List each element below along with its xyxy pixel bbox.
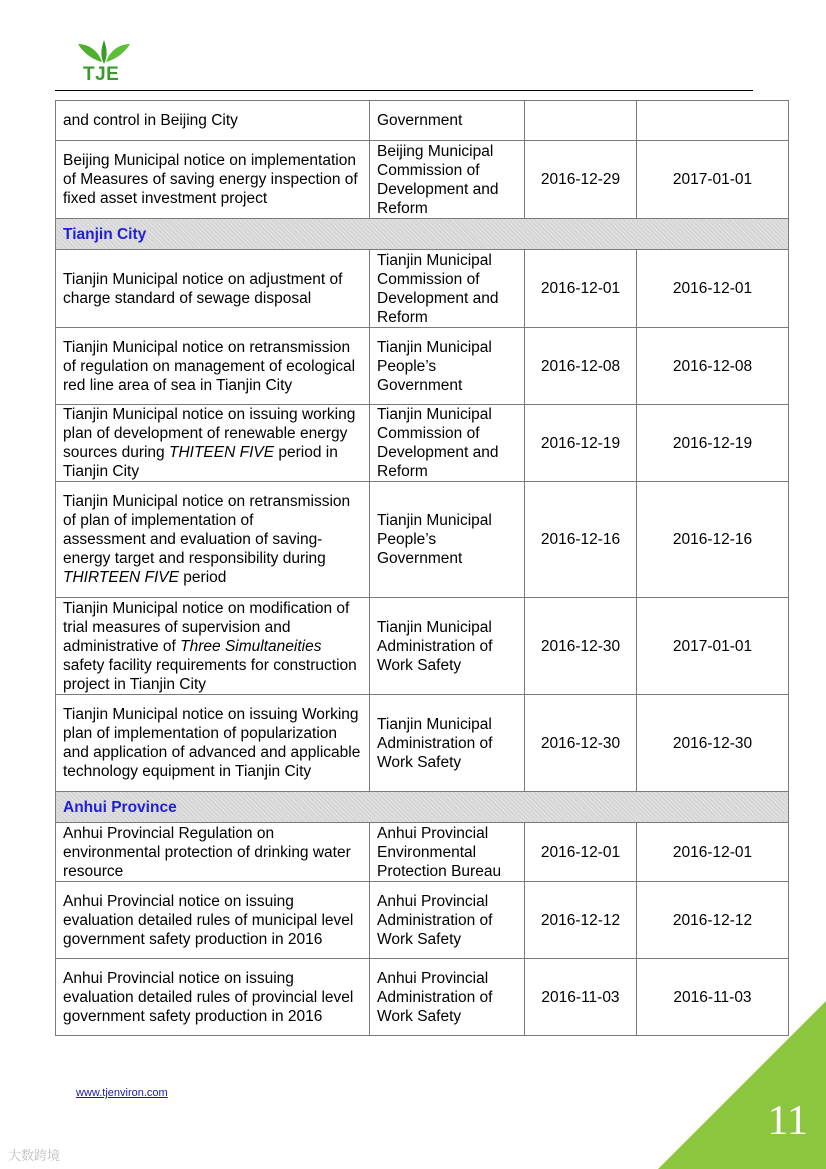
effective-date: 2016-12-01	[637, 823, 789, 882]
header-divider	[55, 90, 753, 91]
publish-date: 2016-12-01	[525, 823, 637, 882]
regulation-title: Anhui Provincial Regulation on environmental protection of drinking water resource	[56, 823, 370, 882]
watermark-text: 大数跨境	[8, 1148, 61, 1163]
table-row	[56, 695, 789, 792]
table-row	[56, 101, 789, 141]
regulation-title: Tianjin Municipal notice on issuing working plan of development of renewable energy sources during THITEEN FIVE period in Tianjin City	[56, 405, 370, 482]
publish-date: 2016-11-03	[525, 959, 637, 1036]
publish-date	[525, 101, 637, 141]
regulation-title: Tianjin Municipal notice on retransmission of plan of implementation of assessment and evaluation of saving-energy target and responsibility during THIRTEEN FIVE period	[56, 482, 370, 598]
effective-date: 2016-12-16	[637, 482, 789, 598]
logo-text: TJE	[83, 64, 120, 85]
publish-date: 2016-12-08	[525, 328, 637, 405]
publish-date: 2016-12-30	[525, 695, 637, 792]
publish-date: 2016-12-29	[525, 141, 637, 219]
regulation-title: Anhui Provincial notice on issuing evaluation detailed rules of provincial level government safety production in 2016	[56, 959, 370, 1036]
effective-date: 2016-12-01	[637, 250, 789, 328]
table-row	[56, 250, 789, 328]
table-row	[56, 882, 789, 959]
issuing-authority: Tianjin Municipal Administration of Work Safety	[370, 598, 525, 695]
effective-date: 2016-12-30	[637, 695, 789, 792]
section-header-row	[56, 792, 789, 823]
issuing-authority: Tianjin Municipal Commission of Development and Reform	[370, 250, 525, 328]
effective-date: 2017-01-01	[637, 141, 789, 219]
table-row	[56, 823, 789, 882]
page-number: 11	[767, 1098, 808, 1144]
regulation-title: Tianjin Municipal notice on modification of trial measures of supervision and administrative of Three Simultaneities safety facility requirements for construction project in Tianjin City	[56, 598, 370, 695]
table-row	[56, 598, 789, 695]
regulation-title: Anhui Provincial notice on issuing evaluation detailed rules of municipal level government safety production in 2016	[56, 882, 370, 959]
table-row	[56, 141, 789, 219]
issuing-authority: Tianjin Municipal Administration of Work Safety	[370, 695, 525, 792]
publish-date: 2016-12-19	[525, 405, 637, 482]
regulation-title: Tianjin Municipal notice on retransmission of regulation on management of ecological red line area of sea in Tianjin City	[56, 328, 370, 405]
section-label: Anhui Province	[56, 792, 789, 823]
effective-date: 2016-12-12	[637, 882, 789, 959]
issuing-authority: Tianjin Municipal Commission of Development and Reform	[370, 405, 525, 482]
effective-date: 2016-12-19	[637, 405, 789, 482]
issuing-authority: Beijing Municipal Commission of Development and Reform	[370, 141, 525, 219]
regulation-title: and control in Beijing City	[56, 101, 370, 141]
publish-date: 2016-12-01	[525, 250, 637, 328]
effective-date: 2017-01-01	[637, 598, 789, 695]
publish-date: 2016-12-12	[525, 882, 637, 959]
issuing-authority: Anhui Provincial Administration of Work Safety	[370, 959, 525, 1036]
issuing-authority: Tianjin Municipal People’s Government	[370, 328, 525, 405]
table-row	[56, 482, 789, 598]
regulations-table	[55, 100, 789, 1036]
issuing-authority: Anhui Provincial Administration of Work Safety	[370, 882, 525, 959]
effective-date: 2016-11-03	[637, 959, 789, 1036]
section-header-row	[56, 219, 789, 250]
publish-date: 2016-12-16	[525, 482, 637, 598]
table-row	[56, 405, 789, 482]
table-row	[56, 328, 789, 405]
publish-date: 2016-12-30	[525, 598, 637, 695]
website-link[interactable]: www.tjenviron.com	[76, 1087, 168, 1099]
issuing-authority: Tianjin Municipal People’s Government	[370, 482, 525, 598]
issuing-authority: Anhui Provincial Environmental Protection Bureau	[370, 823, 525, 882]
regulation-title: Tianjin Municipal notice on issuing Working plan of implementation of popularization and application of advanced and applicable technology equipment in Tianjin City	[56, 695, 370, 792]
section-label: Tianjin City	[56, 219, 789, 250]
regulation-title: Beijing Municipal notice on implementation of Measures of saving energy inspection of fixed asset investment project	[56, 141, 370, 219]
regulation-title: Tianjin Municipal notice on adjustment of charge standard of sewage disposal	[56, 250, 370, 328]
issuing-authority: Government	[370, 101, 525, 141]
effective-date: 2016-12-08	[637, 328, 789, 405]
effective-date	[637, 101, 789, 141]
